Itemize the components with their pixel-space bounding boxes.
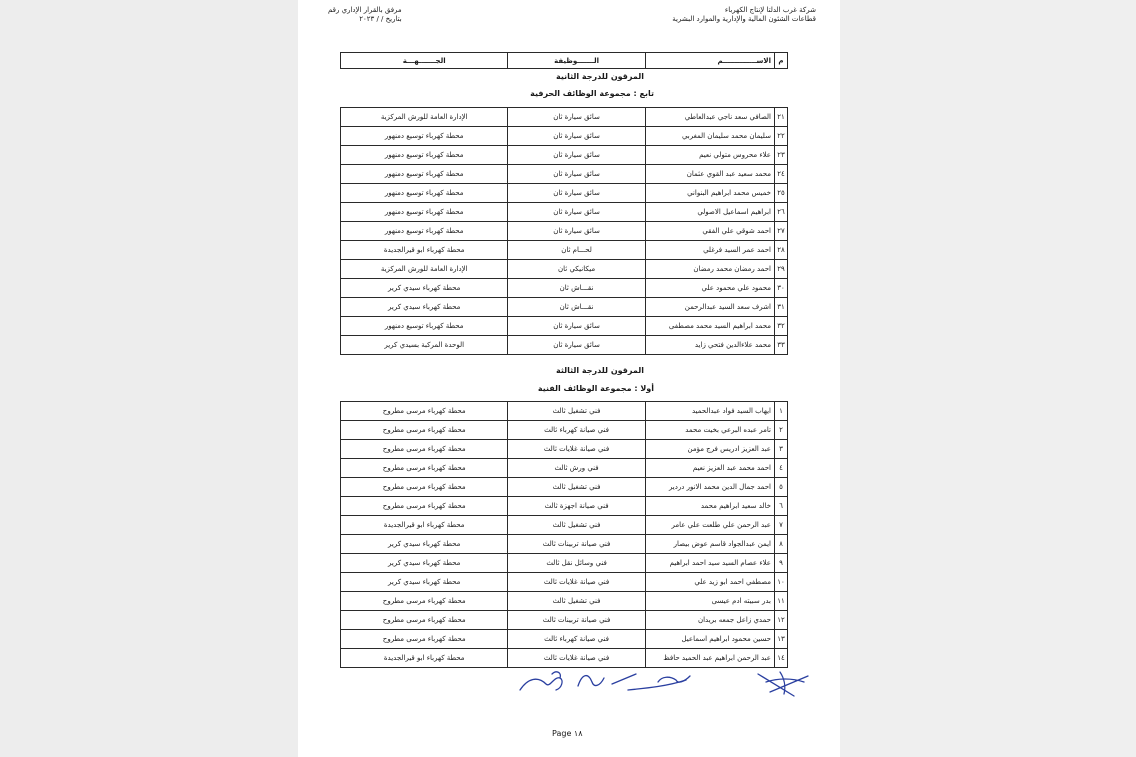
job-title: نقـــاش ثان [508,279,645,298]
employee-name: احمد شوقي علي الفقي [645,222,774,241]
table-row [341,108,788,127]
row-number: ٨ [774,535,787,554]
job-title: سائق سيارة ثان [508,108,645,127]
department: محطة كهرباء توسيع دمنهور [341,127,508,146]
job-title: فني تشغيل ثالث [508,402,645,421]
col-number: م [774,53,787,69]
row-number: ٢٧ [774,222,787,241]
department: محطة كهرباء ابو قيرالجديدة [341,516,508,535]
job-title: فني ورش ثالث [508,459,645,478]
department: الوحدة المركبة بسيدي كرير [341,336,508,355]
employee-name: محمد ابراهيم السيد محمد مصطفى [645,317,774,336]
table-row [341,336,788,355]
table-row [341,203,788,222]
table-row [341,459,788,478]
employee-name: ايهاب السيد فواد عبدالحميد [645,402,774,421]
job-title: فني وسائل نقل ثالث [508,554,645,573]
row-number: ٢١ [774,108,787,127]
job-title: سائق سيارة ثان [508,317,645,336]
job-title: سائق سيارة ثان [508,222,645,241]
department: محطة كهرباء ابو قيرالجديدة [341,649,508,668]
department: محطة كهرباء توسيع دمنهور [341,165,508,184]
job-title: نقـــاش ثان [508,298,645,317]
department: محطة كهرباء سيدي كرير [341,535,508,554]
job-title: سائق سيارة ثان [508,165,645,184]
job-title: فني صيانة تربينات ثالث [508,611,645,630]
employee-name: علاء عصام السيد سيد احمد ابراهيم [645,554,774,573]
department: محطة كهرباء توسيع دمنهور [341,184,508,203]
table-row [341,611,788,630]
row-number: ٢٨ [774,241,787,260]
decree-date-label: بتاريخ / / ٢٠٢٣ [359,15,402,23]
row-number: ١ [774,402,787,421]
row-number: ٧ [774,516,787,535]
company-header [672,6,816,24]
document-page [298,0,840,757]
table-row [341,402,788,421]
row-number: ٢ [774,421,787,440]
row-number: ٢٤ [774,165,787,184]
decree-reference [328,6,402,24]
job-title: سائق سيارة ثان [508,184,645,203]
table-row [341,165,788,184]
section2-title: المرقون للدرجة الثالثة [556,366,644,375]
job-title: فني صيانة غلايات ثالث [508,649,645,668]
job-title: فني تشغيل ثالث [508,516,645,535]
table-row [341,260,788,279]
employee-name: مصطفي احمد ابو زيد علي [645,573,774,592]
table-row [341,184,788,203]
row-number: ٣٠ [774,279,787,298]
background-left [0,0,298,757]
section1-table [340,107,788,355]
department: محطة كهرباء ابو قيرالجديدة [341,241,508,260]
department: محطة كهرباء مرسى مطروح [341,440,508,459]
job-title: ميكانيكي ثان [508,260,645,279]
table-row [341,440,788,459]
row-number: ٤ [774,459,787,478]
employee-name: محمد علاءالدين فتحي زايد [645,336,774,355]
signatures-icon [508,664,818,700]
section2-table [340,401,788,668]
job-title: فني صيانة تربينات ثالث [508,535,645,554]
employee-name: احمد عمر السيد فرغلي [645,241,774,260]
company-department: قطاعات الشئون المالية والإدارية والموارد البشرية [672,15,816,23]
job-title: فني صيانة غلايات ثالث [508,573,645,592]
row-number: ٢٥ [774,184,787,203]
job-title: فني صيانة غلايات ثالث [508,440,645,459]
row-number: ٣٣ [774,336,787,355]
row-number: ١٢ [774,611,787,630]
table-row [341,127,788,146]
employee-name: محمود علي محمود علي [645,279,774,298]
table-row [341,279,788,298]
job-title: فني صيانة كهرباء ثالث [508,630,645,649]
table-row [341,222,788,241]
job-title: لحـــام ثان [508,241,645,260]
employee-name: تامر عبده البرعي بخيت محمد [645,421,774,440]
row-number: ٢٣ [774,146,787,165]
department: محطة كهرباء مرسى مطروح [341,497,508,516]
department: محطة كهرباء توسيع دمنهور [341,146,508,165]
job-title: فني صيانة اجهزة ثالث [508,497,645,516]
department: محطة كهرباء توسيع دمنهور [341,317,508,336]
employee-name: حسين محمود ابراهيم اسماعيل [645,630,774,649]
table-row [341,241,788,260]
background-right [840,0,1136,757]
row-number: ٢٩ [774,260,787,279]
department: محطة كهرباء مرسى مطروح [341,459,508,478]
row-number: ٣١ [774,298,787,317]
table-row [341,630,788,649]
row-number: ٣ [774,440,787,459]
department: محطة كهرباء سيدي كرير [341,279,508,298]
department: محطة كهرباء توسيع دمنهور [341,203,508,222]
department: محطة كهرباء سيدي كرير [341,298,508,317]
department: محطة كهرباء مرسى مطروح [341,592,508,611]
row-number: ١٣ [774,630,787,649]
department: محطة كهرباء مرسى مطروح [341,402,508,421]
department: محطة كهرباء توسيع دمنهور [341,222,508,241]
department: محطة كهرباء سيدي كرير [341,573,508,592]
table-row [341,298,788,317]
col-job: الـــــــوظيفة [508,53,645,69]
job-title: سائق سيارة ثان [508,146,645,165]
row-number: ٥ [774,478,787,497]
table-row [341,421,788,440]
employee-name: خالد سعيد ابراهيم محمد [645,497,774,516]
decree-number-label: مرفق بالقرار الإداري رقم [328,6,402,14]
table-row [341,516,788,535]
employee-name: خميس محمد ابراهيم البنواني [645,184,774,203]
page-number: Page ١٨ [552,729,583,738]
job-title: سائق سيارة ثان [508,336,645,355]
section1-title: المرقون للدرجة الثانية [556,72,644,81]
employee-name: احمد رمضان محمد رمضان [645,260,774,279]
employee-name: سليمان محمد سليمان المغربي [645,127,774,146]
row-number: ١٤ [774,649,787,668]
employee-name: عبد الرحمن ابراهيم عبد الحميد حافظ [645,649,774,668]
table-row [341,497,788,516]
column-header-row [341,53,788,69]
employee-name: اشرف سعد السيد عبدالرحمن [645,298,774,317]
job-title: سائق سيارة ثان [508,203,645,222]
table-row [341,478,788,497]
employee-name: ابراهيم اسماعيل الاصولي [645,203,774,222]
company-name: شركة غرب الدلتا لإنتاج الكهرباء [724,6,816,14]
col-name: الاســــــــــــــم [645,53,774,69]
row-number: ٦ [774,497,787,516]
employee-name: بدر سبيته ادم عيسى [645,592,774,611]
table-row [341,146,788,165]
table-row [341,317,788,336]
table-row [341,554,788,573]
row-number: ٢٢ [774,127,787,146]
department: محطة كهرباء مرسى مطروح [341,421,508,440]
section1-subtitle: تابع : مجموعة الوظائف الحرفية [530,89,654,98]
column-header-table [340,52,788,69]
row-number: ٣٢ [774,317,787,336]
job-title: فني تشغيل ثالث [508,478,645,497]
job-title: فني تشغيل ثالث [508,592,645,611]
department: الإدارة العامة للورش المركزية [341,260,508,279]
department: محطة كهرباء سيدي كرير [341,554,508,573]
department: الإدارة العامة للورش المركزية [341,108,508,127]
employee-name: ايمن عبدالجواد قاسم عوض بيصار [645,535,774,554]
row-number: ٩ [774,554,787,573]
employee-name: احمد محمد عبد العزيز نعيم [645,459,774,478]
employee-name: حمدي زاعل جمعه بريدان [645,611,774,630]
department: محطة كهرباء مرسى مطروح [341,630,508,649]
row-number: ١٠ [774,573,787,592]
department: محطة كهرباء مرسى مطروح [341,611,508,630]
job-title: فني صيانة كهرباء ثالث [508,421,645,440]
job-title: سائق سيارة ثان [508,127,645,146]
table-row [341,592,788,611]
section2-subtitle: أولا : مجموعة الوظائف الفنية [537,384,654,393]
employee-name: محمد سعيد عبد القوي عثمان [645,165,774,184]
employee-name: الصافي سعد ناجي عبدالعاطي [645,108,774,127]
row-number: ٢٦ [774,203,787,222]
table-row [341,573,788,592]
employee-name: احمد جمال الدين محمد الانور دردير [645,478,774,497]
department: محطة كهرباء مرسى مطروح [341,478,508,497]
employee-name: عبد الرحمن علي طلعت علي عامر [645,516,774,535]
col-department: الجـــــــهـــة [341,53,508,69]
row-number: ١١ [774,592,787,611]
employee-name: علاء محروس متولي نعيم [645,146,774,165]
employee-name: عبد العزيز ادريس فرج مؤمن [645,440,774,459]
table-row [341,535,788,554]
